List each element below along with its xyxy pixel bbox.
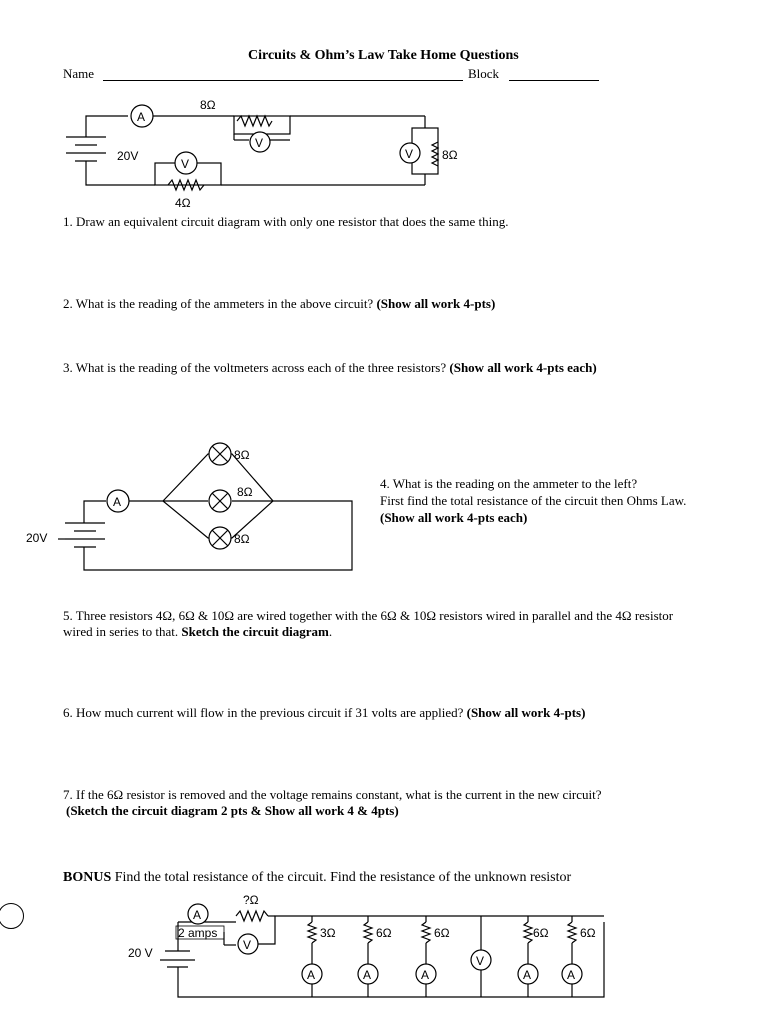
question-4-line-2: First find the total resistance of the circuit then Ohms Law. (380, 493, 687, 508)
battery-label: 20V (117, 149, 139, 163)
question-7-points-text: (Sketch the circuit diagram 2 pts & Show all work 4 & 4pts) (66, 803, 399, 818)
branch-voltmeter (471, 916, 491, 997)
ammeter-label: A (567, 968, 576, 982)
battery-label: 20 V (128, 946, 153, 960)
top-resistor-label: 8Ω (200, 98, 216, 112)
ammeter-label: A (137, 110, 146, 124)
bonus-text: Find the total resistance of the circuit. Find the resistance of the unknown resistor (114, 870, 572, 885)
branch-1 (302, 916, 336, 997)
question-3-points: (Show all work 4-pts each) (449, 360, 597, 375)
branch-2 (358, 916, 392, 997)
ammeter-reading: 2 amps (178, 926, 218, 940)
ammeter-label: A (193, 908, 202, 922)
unknown-resistor-label: ?Ω (243, 893, 259, 907)
voltmeter-label: V (243, 938, 252, 952)
question-5-line-2-text: wired in series to that. (63, 624, 179, 639)
resistor-symbol (524, 922, 532, 943)
question-2-text: 2. What is the reading of the ammeters in the above circuit? (63, 296, 374, 311)
ammeter-label: A (113, 495, 122, 509)
question-5-bold: Sketch the circuit diagram (181, 624, 329, 639)
battery-symbol (160, 951, 195, 967)
bonus-label: BONUS (63, 870, 112, 885)
ammeter-label: A (523, 968, 532, 982)
lamp-3-label: 8Ω (234, 532, 250, 546)
ammeter-label: A (421, 968, 430, 982)
resistor-5-label: 6Ω (580, 926, 596, 940)
question-5-period: . (328, 624, 333, 639)
question-3-text: 3. What is the reading of the voltmeters across each of the three resistors? (63, 360, 447, 375)
bottom-resistor-label: 4Ω (175, 196, 191, 210)
resistor-2-label: 6Ω (376, 926, 392, 940)
branch-4 (518, 916, 549, 997)
lamp-1-label: 8Ω (234, 448, 250, 462)
resistor-symbol (308, 922, 316, 943)
voltmeter-label: V (181, 157, 190, 171)
question-4-points-text: (Show all work 4-pts each) (380, 510, 528, 525)
page-title: Circuits & Ohm’s Law Take Home Questions (248, 48, 519, 63)
resistor-symbol (422, 922, 430, 943)
resistor-symbol (364, 922, 372, 943)
branch-5 (562, 916, 596, 997)
lamp-2-label: 8Ω (237, 485, 253, 499)
ammeter-label: A (307, 968, 316, 982)
battery-label: 20V (26, 531, 48, 545)
name-label: Name (63, 66, 95, 81)
right-resistor-label: 8Ω (442, 148, 458, 162)
question-1: 1. Draw an equivalent circuit diagram with only one resistor that does the same thing. (63, 214, 509, 229)
voltmeter-label: V (476, 954, 485, 968)
block-label: Block (468, 66, 500, 81)
resistor-3-label: 6Ω (434, 926, 450, 940)
resistor-4-label: 6Ω (533, 926, 549, 940)
question-7-line-1: 7. If the 6Ω resistor is removed and the voltage remains constant, what is the current in the new circuit? (63, 787, 602, 802)
resistor-1-label: 3Ω (320, 926, 336, 940)
question-5-line-1: 5. Three resistors 4Ω, 6Ω & 10Ω are wired together with the 6Ω & 10Ω resistors wired in parallel and the 4Ω resistor (63, 608, 674, 623)
voltmeter-label: V (255, 136, 264, 150)
question-2-points: (Show all work 4-pts) (376, 296, 496, 311)
ammeter-label: A (363, 968, 372, 982)
branch-3 (416, 916, 450, 997)
voltmeter-label: V (405, 147, 414, 161)
question-6-points: (Show all work 4-pts) (466, 705, 586, 720)
resistor-symbol (568, 922, 576, 943)
resistor-symbol (236, 911, 268, 921)
question-6-text: 6. How much current will flow in the previous circuit if 31 volts are applied? (63, 705, 464, 720)
question-4-line-1: 4. What is the reading on the ammeter to the left? (380, 476, 638, 491)
